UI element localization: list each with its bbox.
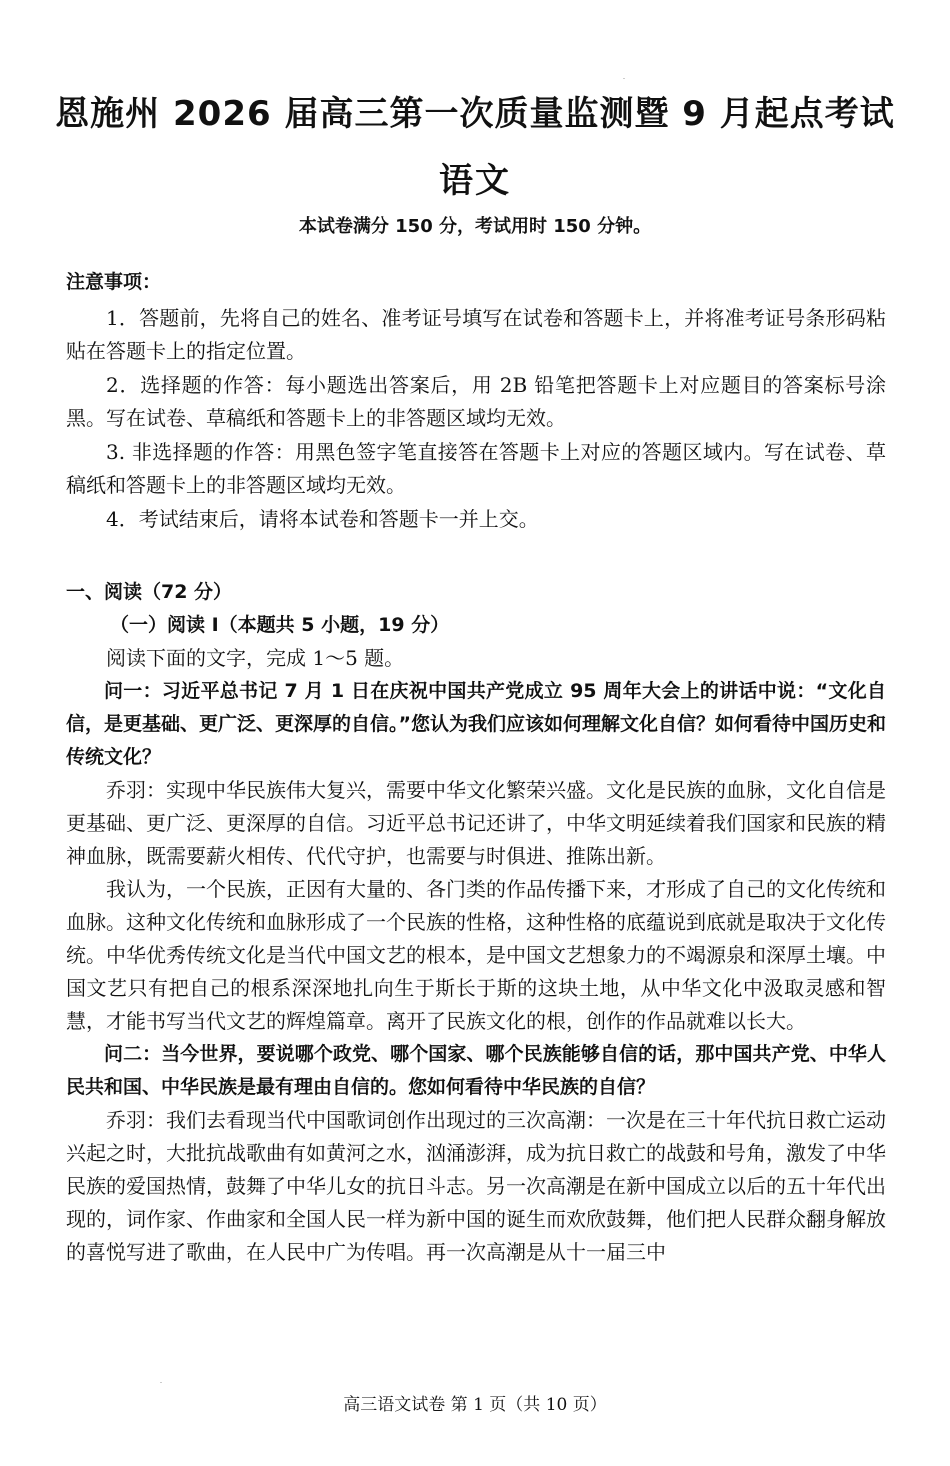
scan-mark <box>160 1382 162 1383</box>
exam-title: 恩施州 2026 届高三第一次质量监测暨 9 月起点考试 <box>55 94 895 134</box>
exam-subject: 语文 <box>439 161 511 201</box>
page-footer: 高三语文试卷 第 1 页（共 10 页） <box>343 1395 607 1415</box>
question-1: 问一：习近平总书记 7 月 1 日在庆祝中国共产党成立 95 周年大会上的讲话中说：“文化自信，是更基础、更广泛、更深厚的自信。”您认为我们应该如何理解文化自信？如何看待中国历史和传统文化？ <box>66 680 886 768</box>
answer-2-paragraph-1: 乔羽：我们去看现当代中国歌词创作出现过的三次高潮：一次是在三十年代抗日救亡运动兴起之时，大批抗战歌曲有如黄河之水，汹涌澎湃，成为抗日救亡的战鼓和号角，激发了中华民族的爱国热情，鼓舞了中华儿女的抗日斗志。另一次高潮是在新中国成立以后的五十年代出现的，词作家、作曲家和全国人民一样为新中国的诞生而欢欣鼓舞，他们把人民群众翻身解放的喜悦写进了歌曲，在人民中广为传唱。再一次高潮是从十一届三中 <box>66 1108 886 1264</box>
reading-instruction: 阅读下面的文字，完成 1～5 题。 <box>106 646 405 670</box>
question-2: 问二：当今世界，要说哪个政党、哪个国家、哪个民族能够自信的话，那中国共产党、中华人民共和国、中华民族是最有理由自信的。您如何看待中华民族的自信？ <box>66 1043 886 1098</box>
notice-item-1: 1．答题前，先将自己的姓名、准考证号填写在试卷和答题卡上，并将准考证号条形码粘贴在答题卡上的指定位置。 <box>66 306 886 363</box>
notice-item-3: 3. 非选择题的作答：用黑色签字笔直接答在答题卡上对应的答题区域内。写在试卷、草稿纸和答题卡上的非答题区域均无效。 <box>66 440 886 497</box>
notice-item-2: 2．选择题的作答：每小题选出答案后，用 2B 铅笔把答题卡上对应题目的答案标号涂黑。写在试卷、草稿纸和答题卡上的非答题区域均无效。 <box>66 373 886 430</box>
subsection-heading: （一）阅读 I（本题共 5 小题，19 分） <box>110 614 450 636</box>
notice-item-4: 4．考试结束后，请将本试卷和答题卡一并上交。 <box>106 507 539 531</box>
answer-1-paragraph-2: 我认为，一个民族，正因有大量的、各门类的作品传播下来，才形成了自己的文化传统和血脉。这种文化传统和血脉形成了一个民族的性格，这种性格的底蕴说到底就是取决于文化传统。中华优秀传统文化是当代中国文艺的根本，是中国文艺想象力的不竭源泉和深厚土壤。中国文艺只有把自己的根系深深地扎向生于斯长于斯的这块土地，从中华文化中汲取灵感和智慧，才能书写当代文艺的辉煌篇章。离开了民族文化的根，创作的作品就难以长大。 <box>66 877 886 1033</box>
score-note: 本试卷满分 150 分，考试用时 150 分钟。 <box>298 216 652 237</box>
answer-1-paragraph-1: 乔羽：实现中华民族伟大复兴，需要中华文化繁荣兴盛。文化是民族的血脉，文化自信是更基础、更广泛、更深厚的自信。习近平总书记还讲了，中华文明延续着我们国家和民族的精神血脉，既需要薪火相传、代代守护，也需要与时俱进、推陈出新。 <box>66 778 886 868</box>
scan-mark <box>623 78 625 79</box>
notice-block <box>66 266 886 536</box>
notice-heading: 注意事项： <box>66 271 162 293</box>
section-heading: 一、阅读（72 分） <box>66 581 233 603</box>
reading-section <box>66 576 886 1269</box>
